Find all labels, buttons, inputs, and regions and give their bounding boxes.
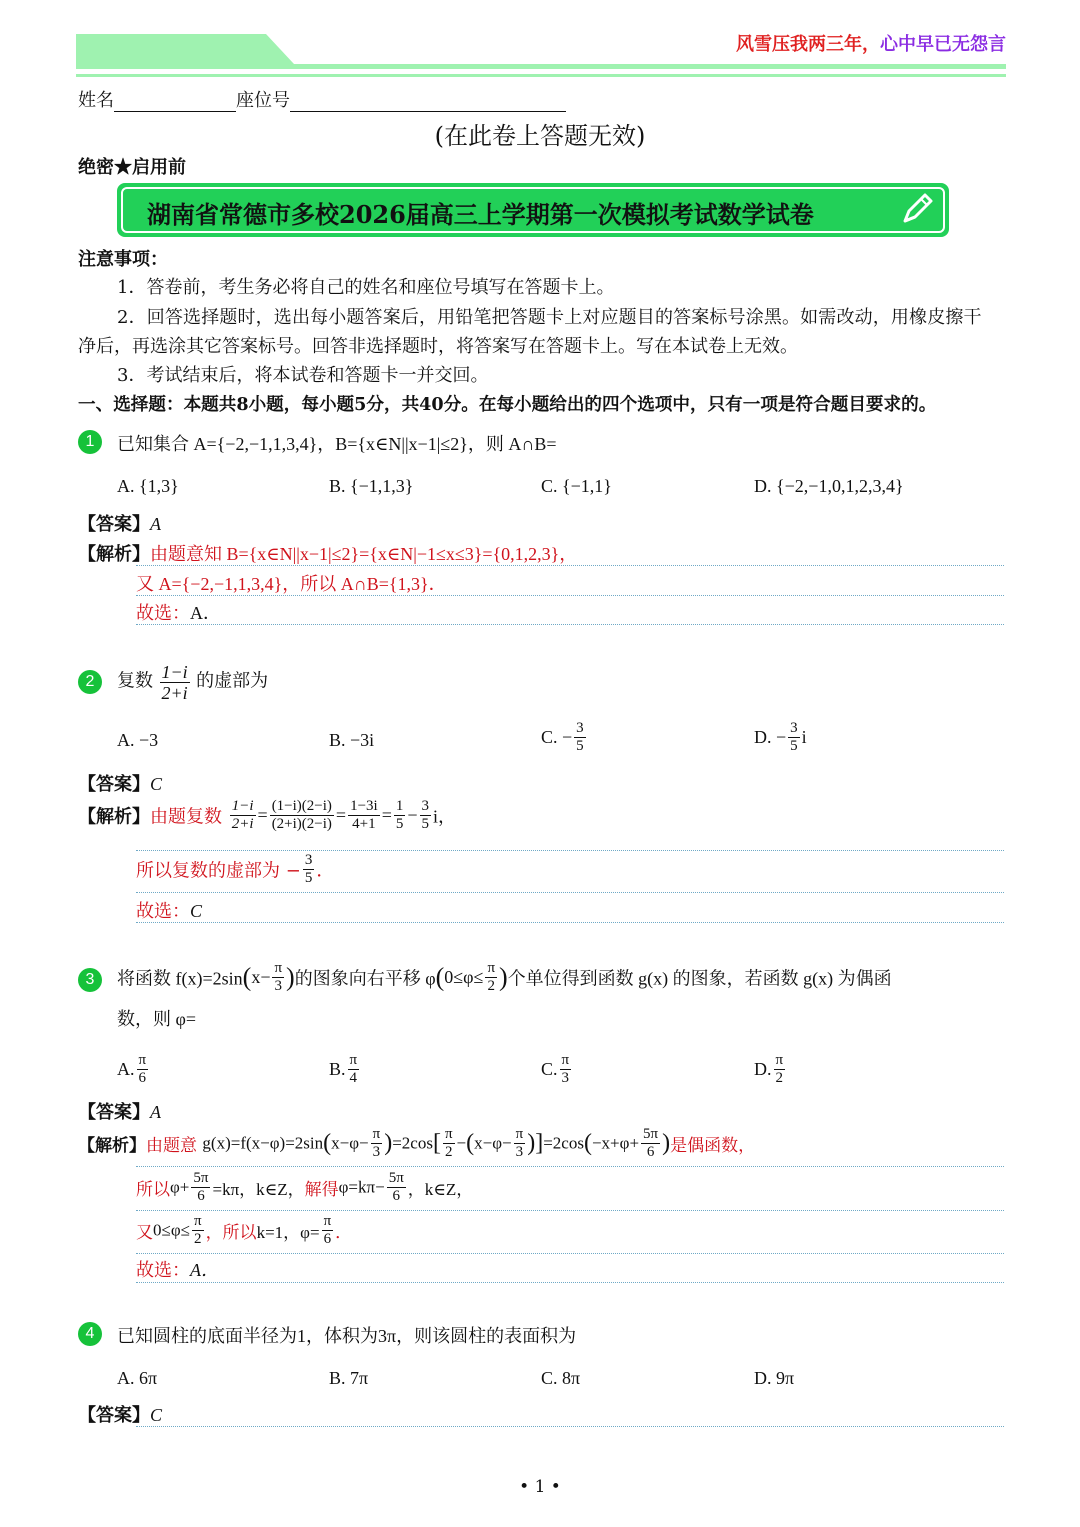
num: π (138, 1052, 147, 1068)
den: 3 (274, 978, 282, 994)
q1-analysis-text-1: 由题意知 B={x∈N||x−1|≤2}={x∈N|−1≤x≤3}={0,1,2,3}， (150, 544, 578, 564)
den: 4 (349, 1070, 358, 1086)
den: 3 (515, 1144, 524, 1160)
instruction-3: 3．考试结束后，将本试卷和答题卡一并交回。 (117, 365, 489, 386)
num: 5π (388, 1170, 404, 1186)
den: 5 (421, 816, 430, 832)
q3-l1-g: −x+φ+ (591, 1133, 640, 1153)
i-end: i， (433, 806, 457, 827)
paren-open: ( (466, 1130, 475, 1156)
num: 5π (193, 1170, 209, 1186)
name-seat-line (78, 86, 566, 112)
den: 6 (323, 1231, 332, 1247)
num: π (561, 1052, 570, 1068)
q4-answer (78, 1401, 162, 1427)
q3-l2-d: φ=kπ− (338, 1177, 385, 1197)
q3-l2-c: 解得 (304, 1180, 339, 1200)
q2-stem (117, 662, 268, 703)
paren-close: ) (662, 1130, 671, 1156)
q2-line2-post: ． (316, 860, 335, 882)
q3-l2-pre: 所以 (136, 1180, 170, 1200)
therefore-value: A． (190, 603, 221, 623)
eq: = (381, 805, 392, 825)
q3-l1-b: x−φ− (331, 1133, 369, 1153)
name-label: 姓名 (78, 90, 114, 111)
frac (387, 1170, 406, 1205)
q3-c: 的图象向右平移 φ (294, 968, 436, 989)
q3-option-b[interactable] (329, 1052, 361, 1087)
answer-value: A (150, 514, 161, 534)
q2-line2-frac (303, 852, 315, 887)
q3-a: 将函数 f(x)=2sin (117, 968, 243, 989)
den: 5 (304, 870, 313, 886)
answer-label: 【答案】 (78, 774, 150, 795)
bracket-close: ] (535, 1130, 544, 1156)
q2-f4 (394, 798, 406, 833)
rule-line (136, 922, 1004, 923)
den: 2 (194, 1231, 202, 1247)
analysis-label: 【解析】 (78, 806, 150, 828)
seat-blank[interactable] (290, 93, 566, 112)
instructions-title: 注意事项： (78, 249, 168, 270)
num: 3 (304, 852, 313, 868)
q2-opt-d-pre: D. − (754, 727, 787, 747)
q3-analysis-line-3 (136, 1213, 352, 1248)
q3-analysis-line-2 (136, 1170, 473, 1205)
exam-title: 湖南省常德市多校2026届高三上学期第一次模拟考试数学试卷 (147, 200, 814, 229)
q1-option-d[interactable]: D. {−2,−1,0,1,2,3,4} (754, 476, 904, 496)
page-number: • 1 • (519, 1477, 561, 1497)
rule-line (136, 850, 1004, 851)
answer-value: C (150, 1405, 163, 1425)
q3-b: x− (251, 967, 271, 987)
q2-opt-c-frac (574, 720, 586, 755)
answer-label: 【答案】 (78, 1405, 150, 1426)
q3-l3-pre: 又 (136, 1223, 153, 1243)
analysis-label: 【解析】 (78, 544, 150, 565)
header-slogan (736, 30, 1006, 56)
q3-analysis-line-4 (136, 1256, 219, 1282)
question-number-3: 3 (78, 968, 102, 992)
name-blank[interactable] (114, 93, 236, 112)
q3-d: 0≤φ≤ (444, 967, 484, 987)
rule-line (136, 892, 1004, 893)
q2-line1-pre: 由题复数 (150, 806, 222, 828)
q3-analysis-line-1 (78, 1126, 755, 1161)
answer-label: 【答案】 (78, 514, 150, 535)
rule-line (136, 1253, 1004, 1254)
q1-analysis-line-1 (78, 540, 577, 566)
q3-l2-e: ，k∈Z， (407, 1180, 474, 1199)
answer-value: C (150, 774, 163, 794)
question-number-4: 4 (78, 1322, 102, 1346)
q3-l1-c: =2cos (392, 1133, 433, 1153)
den: 6 (646, 1144, 655, 1160)
paren-close: ) (384, 1130, 393, 1156)
den: 2 (487, 978, 495, 994)
num: 1−i (231, 798, 254, 814)
q2-frac-num: 1−i (161, 662, 188, 682)
q2-answer (78, 770, 162, 796)
q3-option-d[interactable] (754, 1052, 787, 1087)
q4-option-a[interactable]: A. 6π (117, 1368, 158, 1388)
q2-stem-post: 的虚部为 (196, 670, 269, 691)
q2-fraction (160, 662, 190, 703)
q2-stem-pre: 复数 (117, 670, 153, 691)
q2-f2 (270, 798, 334, 833)
rule-line (136, 565, 1004, 566)
q2-analysis-line-1 (78, 798, 456, 833)
therefore-label: 故选： (136, 603, 190, 624)
q2-f5 (420, 798, 432, 833)
q1-stem: 已知集合 A={−2,−1,1,3,4}，B={x∈N||x−1|≤2}，则 A∩B= (117, 434, 557, 454)
num: π (349, 1052, 358, 1068)
q3-l1-d: − (456, 1133, 467, 1153)
question-number-1: 1 (78, 430, 102, 454)
q1-analysis-line-3 (136, 599, 221, 625)
paren-close: ) (286, 962, 295, 992)
den: 2+i (231, 816, 254, 832)
frac (560, 1052, 572, 1087)
den: 2 (444, 1144, 453, 1160)
label: A. (117, 1059, 135, 1079)
q2-opt-c-pre: C. − (541, 727, 573, 747)
rule-line (136, 1210, 1004, 1211)
frac (443, 1126, 455, 1161)
num: π (515, 1126, 524, 1142)
eq: = (257, 805, 268, 825)
q3-l3-a: 0≤φ≤ (153, 1220, 190, 1240)
num: 1 (395, 798, 404, 814)
instruction-2a: 2．回答选择题时，选出每小题答案后，用铅笔把答题卡上对应题目的答案标号涂黑。如需改动，用橡皮擦干 (117, 307, 982, 328)
frac (514, 1126, 526, 1161)
q3-frac-1 (272, 960, 284, 995)
q4-option-b[interactable]: B. 7π (329, 1368, 369, 1388)
q3-frac-2 (485, 960, 497, 995)
den: 4+1 (352, 816, 376, 832)
label: B. (329, 1059, 346, 1079)
paren-open: ( (323, 1130, 332, 1156)
q3-stem-line-1 (117, 960, 892, 995)
frac (322, 1213, 334, 1248)
pencil-icon (897, 189, 937, 229)
num: π (372, 1126, 381, 1142)
q3-l1-post: 是偶函数， (670, 1136, 756, 1156)
q3-answer (78, 1098, 161, 1124)
q3-l1-f: =2cos (543, 1133, 584, 1153)
num: π (274, 960, 283, 976)
instruction-2b: 净后，再选涂其它答案标号。回答非选择题时，将答案写在答题卡上。写在本试卷上无效。 (78, 336, 798, 357)
rule-line (136, 1282, 1004, 1283)
den: (2+i)(2−i) (271, 816, 332, 832)
rule-line (136, 595, 1004, 596)
title-banner (117, 183, 949, 237)
answer-label: 【答案】 (78, 1102, 150, 1123)
q1-analysis-line-2: 又 A={−2,−1,1,3,4}，所以 A∩B={1,3}． (136, 574, 447, 594)
therefore-label: 故选： (136, 901, 190, 922)
q1-option-a[interactable]: A. {1,3} (117, 476, 179, 496)
q4-stem: 已知圆柱的底面半径为1，体积为3π，则该圆柱的表面积为 (117, 1326, 577, 1346)
question-number-2: 2 (78, 670, 102, 694)
frac (348, 1052, 360, 1087)
frac (774, 1052, 786, 1087)
den: 5 (395, 816, 404, 832)
q4-option-d[interactable]: D. 9π (754, 1368, 795, 1388)
paren-open: ( (242, 962, 252, 992)
q3-l3-d: ． (335, 1223, 353, 1243)
therefore-value: A． (190, 1260, 219, 1280)
num: 1−3i (350, 798, 378, 814)
q3-l3-c: k=1，φ= (256, 1223, 320, 1242)
den: 3 (561, 1070, 570, 1086)
rule-line (136, 1426, 1004, 1427)
den: 6 (197, 1188, 205, 1204)
den: 5 (576, 738, 584, 754)
frac (137, 1052, 149, 1087)
instruction-1: 1．答卷前，考生务必将自己的姓名和座位号填写在答题卡上。 (117, 277, 615, 298)
q3-l2-b: =kπ，k∈Z， (212, 1180, 305, 1199)
frac (191, 1170, 210, 1205)
q1-answer (78, 510, 161, 536)
den: 6 (392, 1188, 400, 1204)
num: π (775, 1052, 784, 1068)
num: π (193, 1213, 202, 1229)
q2-f1 (230, 798, 256, 833)
q2-analysis-line-2 (136, 852, 334, 887)
q3-l1-a: g(x)=f(x−φ)=2sin (202, 1133, 324, 1153)
therefore-value: C (190, 901, 203, 921)
paren-close: ) (527, 1130, 536, 1156)
q3-e: 个单位得到函数 g(x) 的图象，若函数 g(x) 为偶函 (507, 968, 892, 989)
therefore-label: 故选： (136, 1260, 190, 1281)
label: D. (754, 1059, 772, 1079)
q2-opt-d-frac (788, 720, 800, 755)
den: 2 (775, 1070, 784, 1086)
seat-label: 座位号 (236, 90, 290, 111)
den: 3 (372, 1144, 381, 1160)
q2-frac-den: 2+i (161, 683, 188, 703)
num: π (487, 960, 496, 976)
q2-option-d[interactable] (754, 720, 807, 755)
label: C. (541, 1059, 558, 1079)
q2-opt-d-post: i (801, 727, 807, 747)
num: (1−i)(2−i) (271, 798, 332, 814)
den: 6 (138, 1070, 147, 1086)
num: 3 (790, 720, 798, 736)
q3-stem-line-2: 数，则 φ= (117, 1009, 197, 1029)
q2-analysis-line-3 (136, 897, 202, 923)
q4-option-c[interactable]: C. 8π (541, 1368, 581, 1388)
num: π (444, 1126, 453, 1142)
q1-option-b[interactable]: B. {−1,1,3} (329, 476, 414, 496)
num: 5π (643, 1126, 659, 1142)
q3-l2-a: φ+ (170, 1177, 190, 1197)
paren-open: ( (435, 962, 445, 992)
section-heading: 一、选择题：本题共8小题，每小题5分，共40分。在每小题给出的四个选项中，只有一项是符合题目要求的。 (78, 394, 937, 415)
answer-value: A (150, 1102, 161, 1122)
q2-f3 (348, 798, 380, 833)
eq: = (335, 805, 347, 825)
q3-option-a[interactable] (117, 1052, 150, 1087)
paren-open: ( (583, 1130, 592, 1156)
slogan-part2: 心中早已无怨言 (880, 34, 1006, 55)
rule-line (136, 1166, 1004, 1167)
q3-l1-e: x−φ− (474, 1133, 512, 1153)
slogan-part1: 风雪压我两三年， (736, 34, 880, 55)
q2-option-b[interactable]: B. −3i (329, 730, 375, 750)
rule-line (136, 624, 1004, 625)
bracket-open: [ (432, 1130, 441, 1156)
frac (371, 1126, 383, 1161)
q3-l3-b: ，所以 (205, 1223, 257, 1243)
num: 3 (576, 720, 584, 736)
q3-l1-pre: 由题意 (146, 1136, 197, 1156)
invalid-notice: (在此卷上答题无效) (434, 122, 646, 150)
q2-option-a[interactable]: A. −3 (117, 730, 159, 750)
frac (641, 1126, 660, 1161)
num: π (323, 1213, 332, 1229)
den: 5 (790, 738, 798, 754)
frac (192, 1213, 204, 1248)
analysis-label: 【解析】 (78, 1136, 146, 1156)
paren-close: ) (499, 962, 508, 992)
q1-option-c[interactable]: C. {−1,1} (541, 476, 612, 496)
num: 3 (421, 798, 430, 814)
q2-option-c[interactable] (541, 720, 588, 755)
q3-option-c[interactable] (541, 1052, 573, 1087)
q2-line2-pre: 所以复数的虚部为 − (136, 860, 301, 882)
minus: − (407, 805, 418, 825)
secret-mark: 绝密★启用前 (78, 157, 186, 178)
